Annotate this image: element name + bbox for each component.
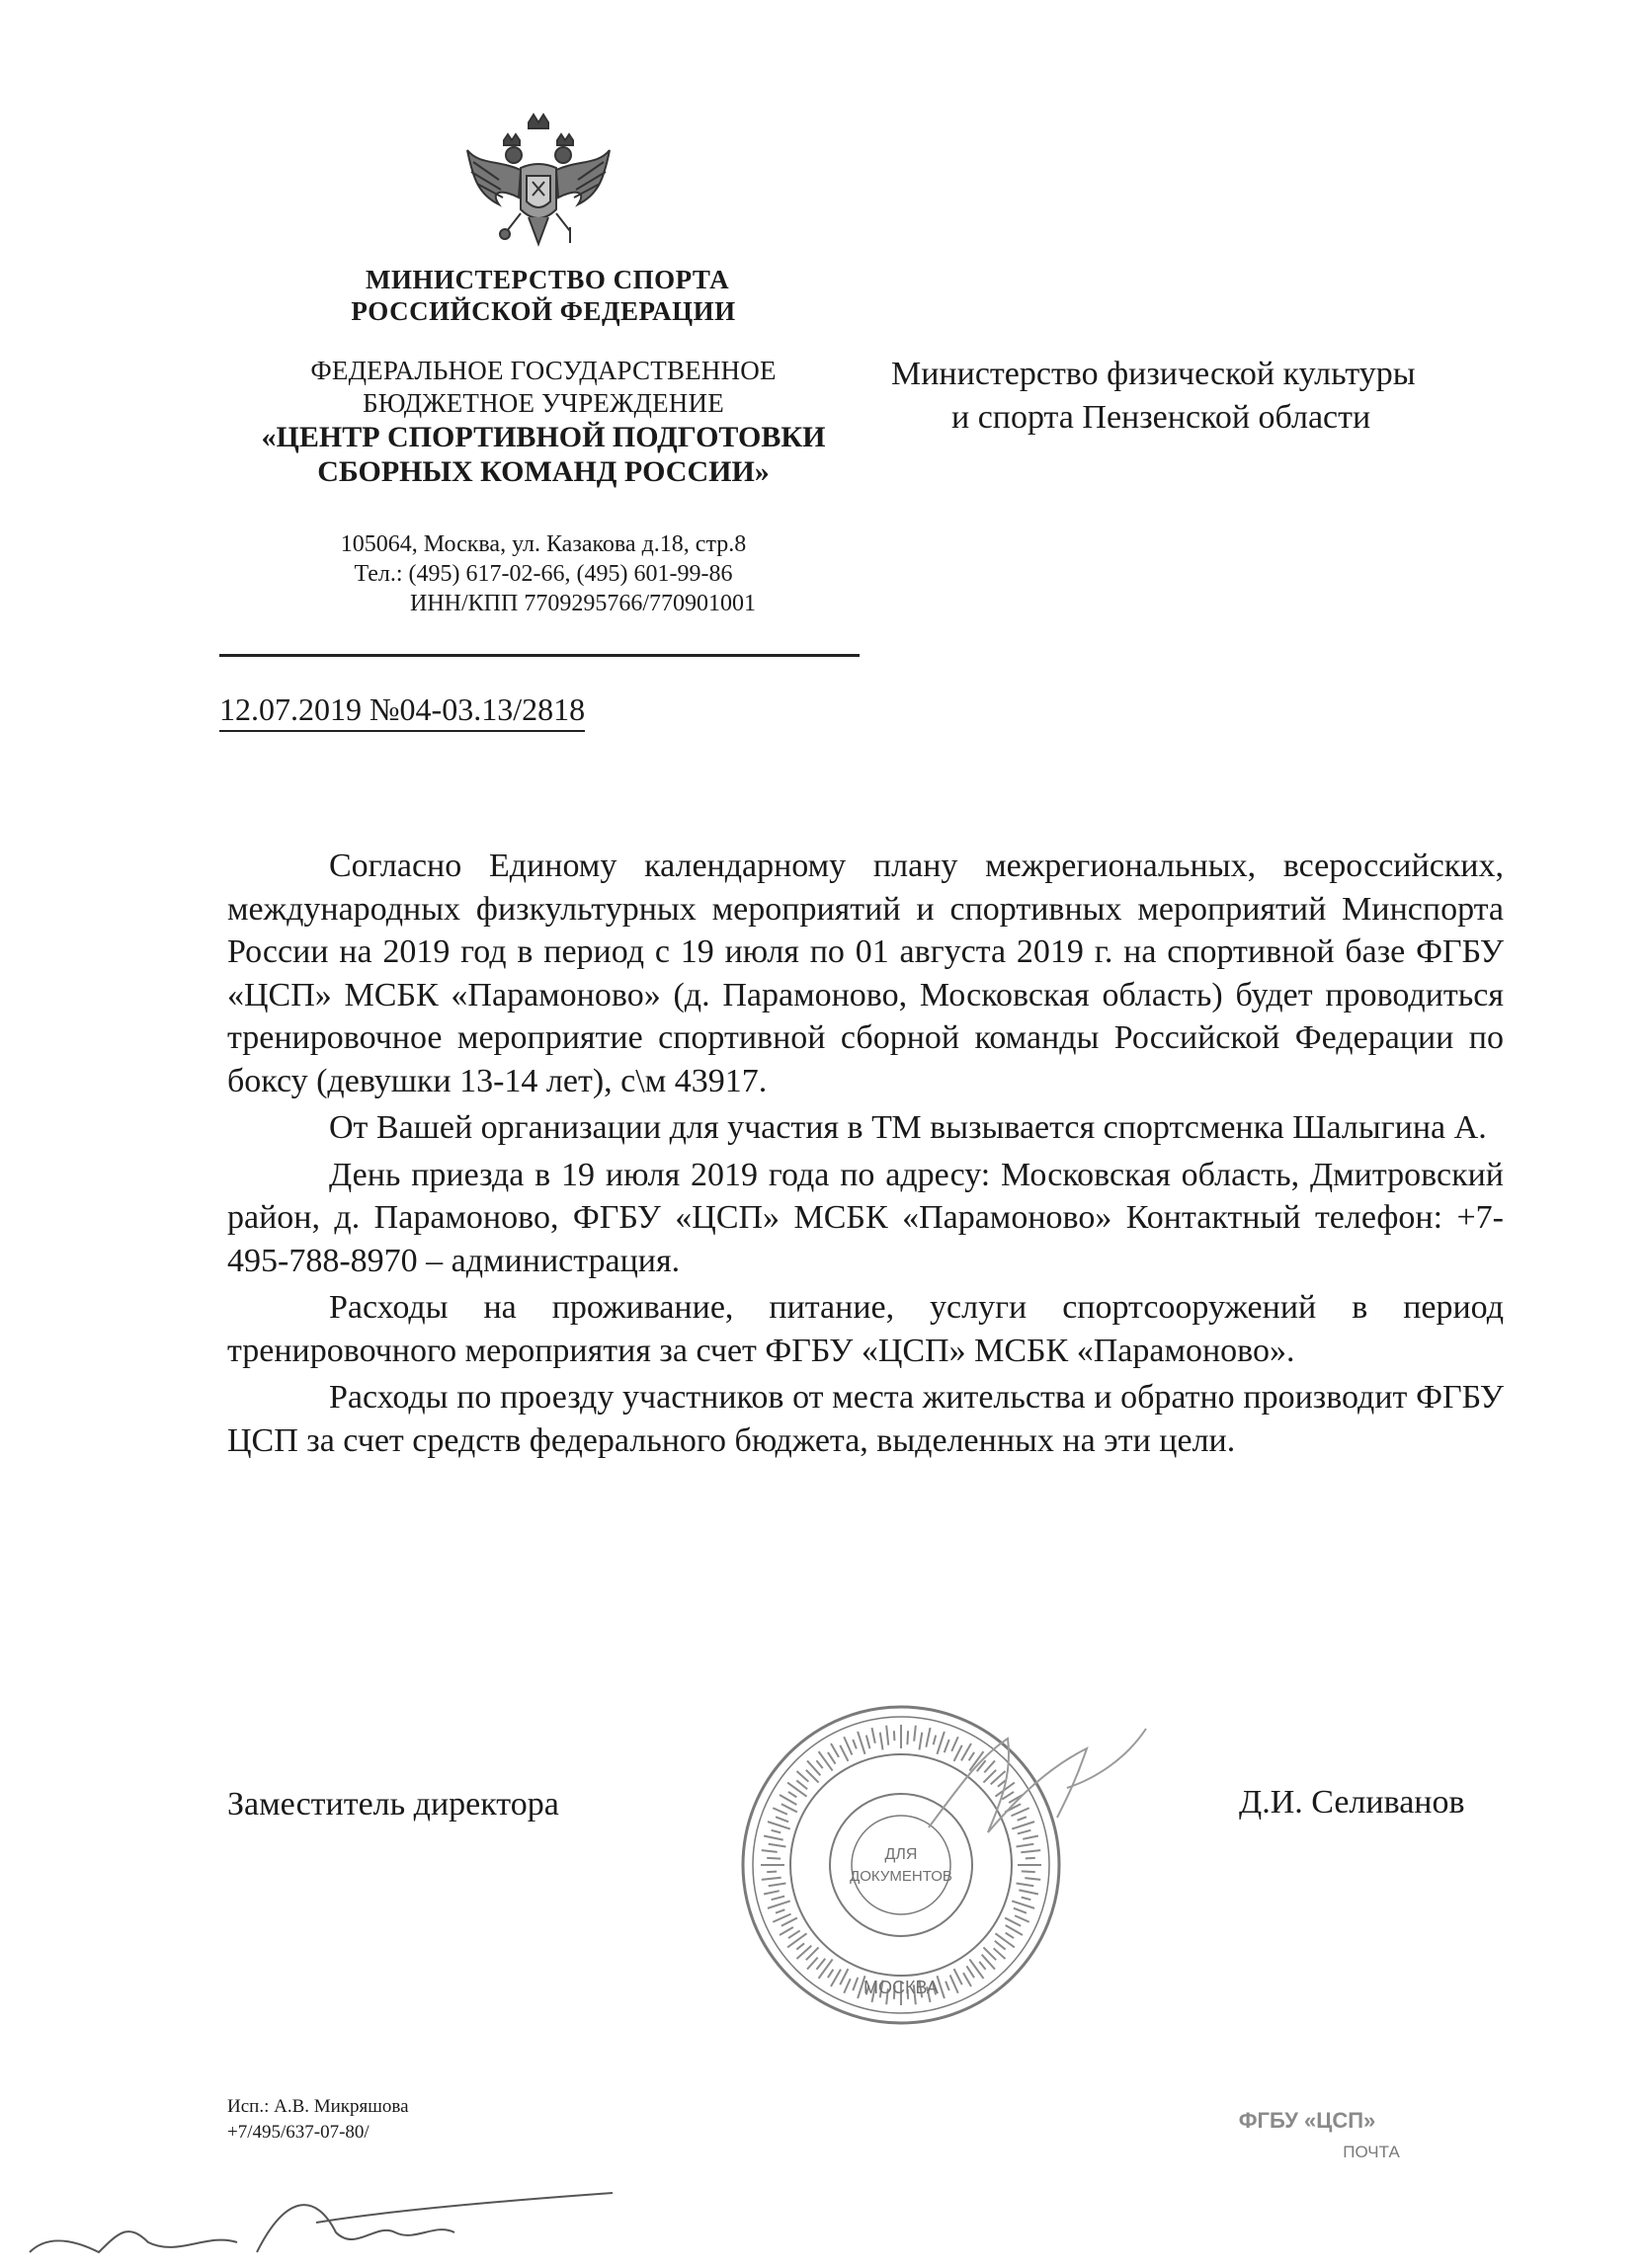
stamp-ring-mark <box>914 1726 916 1742</box>
stamp-ring-mark <box>880 1733 883 1750</box>
stamp-ring-mark <box>853 1740 857 1748</box>
stamp-ring-mark <box>1022 1871 1035 1872</box>
stamp-ring-mark <box>764 1835 783 1839</box>
stamp-ring-mark <box>773 1808 787 1815</box>
stamp-ring-mark <box>871 1728 874 1743</box>
stamp-ring-mark <box>858 1732 864 1754</box>
stamp-ring-mark <box>945 1982 949 1990</box>
organization-address: 105064, Москва, ул. Казакова д.18, стр.8 <box>340 531 747 557</box>
signatory-name: Д.И. Селиванов <box>1239 1784 1465 1821</box>
organization-line1: ФЕДЕРАЛЬНОЕ ГОСУДАРСТВЕННОЕ <box>310 356 777 385</box>
mail-stamp-line2: ПОЧТА <box>1343 2143 1400 2161</box>
stamp-ring-mark <box>781 1804 797 1812</box>
stamp-ring-mark <box>866 1736 870 1749</box>
stamp-ring-mark <box>787 1783 806 1797</box>
stamp-ring-mark <box>1026 1858 1035 1859</box>
stamp-ring-mark <box>969 1959 983 1978</box>
stamp-ring-mark <box>819 1959 833 1978</box>
stamp-ring-mark <box>853 1978 858 1990</box>
stamp-ring-mark <box>762 1850 778 1852</box>
letter-body <box>227 845 1504 1462</box>
stamp-ring-mark <box>788 1792 796 1797</box>
stamp-ring-mark <box>807 1958 818 1970</box>
executor-name: Исп.: А.В. Микряшова <box>227 2096 409 2117</box>
stamp-ring-mark <box>796 1780 807 1789</box>
stamp-ring-mark <box>781 1918 797 1926</box>
body-paragraph: Согласно Единому календарному плану межрегиональных, всероссийских, международных физкультурных мероприятий и спортивных мероприятий Минспорта России на 2019 год в период с 19 июля по 01 августа 2019 г. на спортивной базе ФГБУ «ЦСП» МСБК «Парамоново» (д. Парамоново, Московская область) будет проводиться тренировочное мероприятие спортивной сборной команды Российской Федерации по боксу (девушки 13-14 лет), с\м 43917. <box>227 848 1504 1099</box>
stamp-ring-mark <box>788 1930 800 1938</box>
organization-line3: «ЦЕНТР СПОРТИВНОЙ ПОДГОТОВКИ <box>261 421 826 453</box>
stamp-ring-mark <box>1019 1890 1038 1894</box>
initials-scribble <box>20 2173 652 2268</box>
stamp-ring-mark <box>831 1743 839 1757</box>
stamp-ring-mark <box>844 1979 851 1993</box>
stamp-ring-mark <box>762 1878 781 1880</box>
stamp-ring-mark <box>1005 1918 1021 1926</box>
stamp-center-line1: ДЛЯ <box>884 1846 918 1863</box>
ministry-name-line1: МИНИСТЕРСТВО СПОРТА <box>366 265 730 294</box>
stamp-ring-mark <box>979 1962 985 1970</box>
coat-of-arms-emblem <box>459 111 617 264</box>
stamp-ring-mark <box>1006 1933 1014 1938</box>
stamp-ring-mark <box>844 1737 852 1754</box>
stamp-city: МОСКВА <box>863 1978 939 1997</box>
stamp-ring-mark <box>768 1901 790 1907</box>
stamp-ring-mark <box>963 1973 971 1986</box>
organization-inn: ИНН/КПП 7709295766/770901001 <box>409 591 756 616</box>
stamp-ring-mark <box>776 1817 788 1822</box>
stamp-ring-mark <box>1015 1915 1029 1922</box>
stamp-ring-mark <box>819 1751 833 1770</box>
handwritten-signature <box>919 1719 1156 1847</box>
organization-line2: БЮДЖЕТНОЕ УЧРЕЖДЕНИЕ <box>363 388 724 418</box>
stamp-ring-mark <box>828 1752 836 1764</box>
stamp-ring-mark <box>1021 1850 1040 1852</box>
stamp-ring-mark <box>894 1731 895 1741</box>
stamp-ring-mark <box>773 1914 790 1922</box>
body-paragraph: Расходы на проживание, питание, услуги спортсооружений в период тренировочного мероприятия за счет ФГБУ «ЦСП» МСБК «Парамоново». <box>227 1289 1504 1369</box>
stamp-ring-mark <box>1025 1878 1040 1880</box>
reference-number: 12.07.2019 №04-03.13/2818 <box>219 691 585 732</box>
stamp-ring-mark <box>816 1959 825 1970</box>
signatory-title: Заместитель директора <box>227 1786 559 1822</box>
recipient-line1: Министерство физической культуры <box>891 356 1416 392</box>
stamp-ring-mark <box>796 1771 808 1782</box>
stamp-ring-mark <box>816 1760 822 1768</box>
stamp-ring-mark <box>769 1844 786 1847</box>
stamp-ring-mark <box>886 1726 888 1745</box>
stamp-ring-mark <box>994 1948 1006 1959</box>
stamp-ring-mark <box>954 1969 962 1984</box>
stamp-ring-mark <box>764 1891 780 1894</box>
organization-line4: СБОРНЫХ КОМАНД РОССИИ» <box>317 455 770 488</box>
stamp-ring-mark <box>995 1941 1006 1950</box>
recipient-line2: и спорта Пензенской области <box>951 399 1371 436</box>
body-paragraph: День приезда в 19 июля 2019 года по адресу: Московская область, Дмитровский район, д. Парамоново, ФГБУ «ЦСП» МСБК «Парамоново» Контактный телефон: +7-495-788-8970 – администрация. <box>227 1156 1504 1279</box>
organization-phones: Тел.: (495) 617-02-66, (495) 601-99-86 <box>354 561 733 587</box>
mail-stamp-line1: ФГБУ «ЦСП» <box>1238 2108 1376 2133</box>
stamp-ring-mark <box>840 1745 848 1761</box>
mail-stamp <box>1203 2094 1421 2183</box>
stamp-ring-mark <box>769 1883 786 1886</box>
stamp-ring-mark <box>776 1909 784 1913</box>
stamp-ring-mark <box>995 1933 1014 1947</box>
stamp-ring-mark <box>767 1872 777 1873</box>
stamp-ring-mark <box>1014 1908 1027 1913</box>
stamp-ring-mark <box>772 1897 785 1901</box>
stamp-ring-mark <box>950 1975 958 1992</box>
stamp-ring-mark <box>828 1970 833 1978</box>
body-paragraph: От Вашей организации для участия в ТМ вызывается спортсменка Шалыгина А. <box>329 1109 1487 1146</box>
stamp-ring-mark <box>1012 1901 1034 1907</box>
stamp-ring-mark <box>780 1927 793 1935</box>
executor-phone: +7/495/637-07-80/ <box>227 2122 370 2143</box>
header-divider <box>219 654 860 657</box>
stamp-ring-mark <box>767 1858 781 1859</box>
stamp-ring-mark <box>966 1966 974 1978</box>
stamp-ring-mark <box>768 1822 790 1828</box>
stamp-ring-mark <box>840 1969 848 1984</box>
body-paragraph: Расходы по проезду участников от места жительства и обратно производит ФГБУ ЦСП за счет средств федерального бюджета, выделенных на эти цели. <box>227 1379 1504 1459</box>
stamp-ring-mark <box>1022 1898 1031 1901</box>
stamp-center-line2: ДОКУМЕНТОВ <box>850 1868 952 1885</box>
stamp-ring-mark <box>787 1933 806 1947</box>
stamp-ring-mark <box>772 1830 781 1833</box>
ministry-name-line2: РОССИЙСКОЙ ФЕДЕРАЦИИ <box>351 296 736 326</box>
stamp-ring-mark <box>1017 1883 1034 1886</box>
stamp-ring-mark <box>796 1943 804 1949</box>
stamp-ring-mark <box>907 1731 908 1744</box>
